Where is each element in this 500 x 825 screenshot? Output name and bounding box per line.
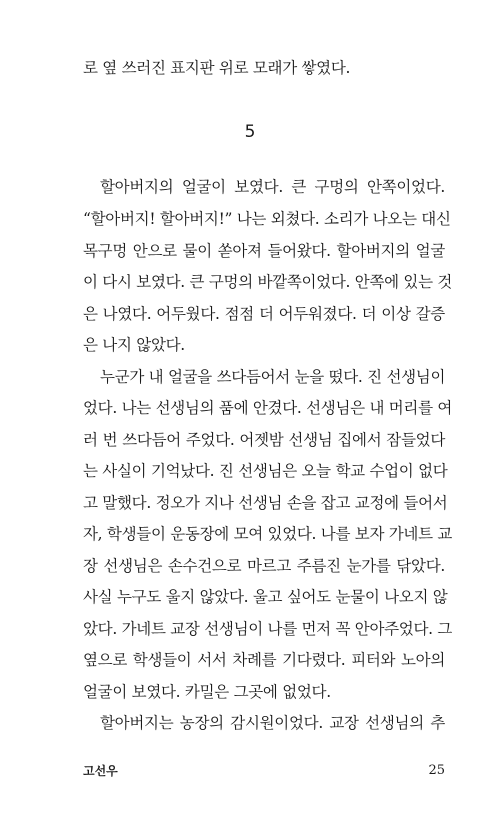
text-line: 누군가 내 얼굴을 쓰다듬어서 눈을 떴다. 진 선생님이 xyxy=(100,368,446,386)
text-line: 이 다시 보였다. 큰 구멍의 바깥쪽이었다. 안쪽에 있는 것 xyxy=(83,273,453,291)
footer-author: 고선우 xyxy=(83,764,118,778)
text-line: “할아버지! 할아버지!” 나는 외쳤다. 소리가 나오는 대신 xyxy=(83,210,451,228)
text-line: 은 나였다. 어두웠다. 점점 더 어두워졌다. 더 이상 갈증 xyxy=(83,305,445,323)
text-line: 았다. 가네트 교장 선생님이 나를 먼저 꼭 안아주었다. 그 xyxy=(83,620,453,638)
text-line: 고 말했다. 정오가 지나 선생님 손을 잡고 교정에 들어서 xyxy=(83,494,448,512)
text-line: 옆으로 학생들이 서서 차례를 기다렸다. 피터와 노아의 xyxy=(83,651,445,669)
text-line: 할아버지는 농장의 감시원이었다. 교장 선생님의 추 xyxy=(100,714,445,732)
chapter-number: 5 xyxy=(244,122,256,142)
text-line: 목구멍 안으로 물이 쏟아져 들어왔다. 할아버지의 얼굴 xyxy=(83,242,445,260)
text-line: 은 나지 않았다. xyxy=(83,336,185,354)
text-line: 었다. 나는 선생님의 품에 안겼다. 선생님은 내 머리를 여 xyxy=(83,399,453,417)
text-line: 얼굴이 보였다. 카밀은 그곳에 없었다. xyxy=(83,683,331,701)
text-line: 장 선생님은 손수건으로 마르고 주름진 눈가를 닦았다. xyxy=(83,557,445,575)
text-line: 러 번 쓰다듬어 주었다. 어젯밤 선생님 집에서 잠들었다 xyxy=(83,431,445,449)
page-number: 25 xyxy=(428,763,445,778)
text-line: 자, 학생들이 운동장에 모여 있었다. 나를 보자 가네트 교 xyxy=(83,525,453,543)
text-line: 는 사실이 기억났다. 진 선생님은 오늘 학교 수업이 없다 xyxy=(83,462,448,480)
text-line: 로 옆 쓰러진 표지판 위로 모래가 쌓였다. xyxy=(83,59,351,77)
text-line: 사실 누구도 울지 않았다. 울고 싶어도 눈물이 나오지 않 xyxy=(83,588,448,606)
text-line: 할아버지의 얼굴이 보였다. 큰 구멍의 안쪽이었다. xyxy=(100,178,445,196)
